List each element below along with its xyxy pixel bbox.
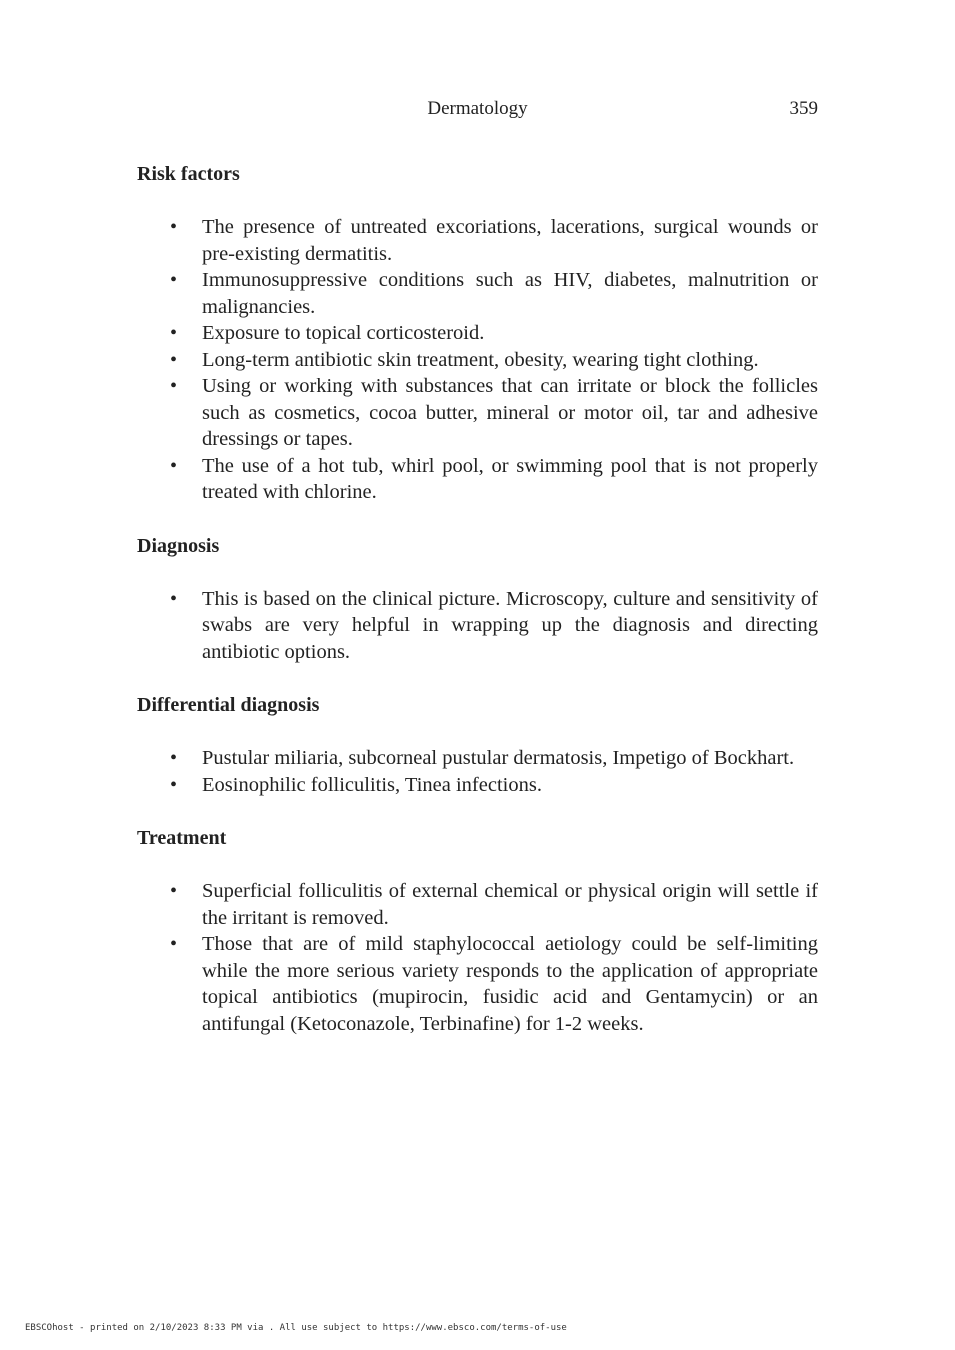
section-heading: Treatment (137, 827, 227, 849)
section-differential-diagnosis (137, 691, 818, 798)
bullet-list (137, 214, 818, 506)
list-item-text: Using or working with substances that can irritate or block the follicles such as cosmetics, cocoa butter, mineral or motor oil, tar and adhesive dressings or tapes. (202, 375, 818, 450)
list-item (137, 586, 818, 666)
list-item (137, 373, 818, 453)
list-item-text: The use of a hot tub, whirl pool, or swimming pool that is not properly treated with chlorine. (202, 454, 818, 503)
bullet-marker: • (170, 375, 178, 397)
section-heading: Diagnosis (137, 534, 220, 557)
list-item-text: Pustular miliaria, subcorneal pustular dermatosis, Impetigo of Bockhart. (202, 747, 795, 769)
bullet-marker: • (170, 587, 178, 610)
list-item (137, 878, 818, 931)
list-item-text: This is based on the clinical picture. Microscopy, culture and sensitivity of swabs are very helpful in wrapping up the diagnosis and directing antibiotic options. (202, 587, 818, 663)
list-item (137, 267, 818, 320)
list-item-text: Exposure to topical corticosteroid. (202, 322, 485, 344)
list-item (137, 453, 818, 506)
bullet-marker: • (170, 348, 178, 371)
list-item-text: The presence of untreated excoriations, lacerations, surgical wounds or pre-existing dermatitis. (202, 216, 818, 265)
section-heading: Differential diagnosis (137, 694, 320, 716)
list-item-text: Immunosuppressive conditions such as HIV, diabetes, malnutrition or malignancies. (202, 269, 818, 318)
bullet-list (137, 586, 818, 666)
section-risk-factors (137, 160, 818, 506)
print-footer: EBSCOhost - printed on 2/10/2023 8:33 PM via . All use subject to https://www.ebsco.com/terms-of-use (25, 1323, 567, 1333)
section-diagnosis (137, 532, 818, 666)
page-number: 359 (789, 98, 818, 119)
list-item (137, 214, 818, 267)
running-header (137, 96, 818, 122)
bullet-marker: • (170, 454, 178, 477)
list-item-text: Eosinophilic folliculitis, Tinea infections. (202, 773, 542, 796)
bullet-marker: • (170, 933, 178, 955)
list-item (137, 347, 818, 374)
section-treatment (137, 824, 818, 1037)
list-item (137, 931, 818, 1037)
list-item (137, 320, 818, 347)
bullet-list (137, 878, 818, 1037)
list-item (137, 745, 818, 772)
list-item-text: Superficial folliculitis of external chemical or physical origin will settle if the irritant is removed. (202, 880, 818, 929)
bullet-marker: • (170, 322, 178, 344)
bullet-marker: • (170, 773, 178, 796)
bullet-marker: • (170, 216, 178, 238)
bullet-marker: • (170, 747, 178, 769)
bullet-list (137, 745, 818, 798)
list-item (137, 772, 818, 799)
list-item-text: Long-term antibiotic skin treatment, obesity, wearing tight clothing. (202, 348, 759, 371)
list-item-text: Those that are of mild staphylococcal aetiology could be self-limiting while the more serious variety responds to the application of appropriate topical antibiotics (mupirocin, fusidic acid and Gentamycin) or an antifungal (Ketoconazole, Terbinafine) for 1-2 weeks. (202, 933, 818, 1035)
section-heading: Risk factors (137, 163, 240, 185)
page-content (137, 160, 818, 1063)
bullet-marker: • (170, 269, 178, 291)
running-title: Dermatology (427, 98, 528, 119)
bullet-marker: • (170, 880, 178, 902)
